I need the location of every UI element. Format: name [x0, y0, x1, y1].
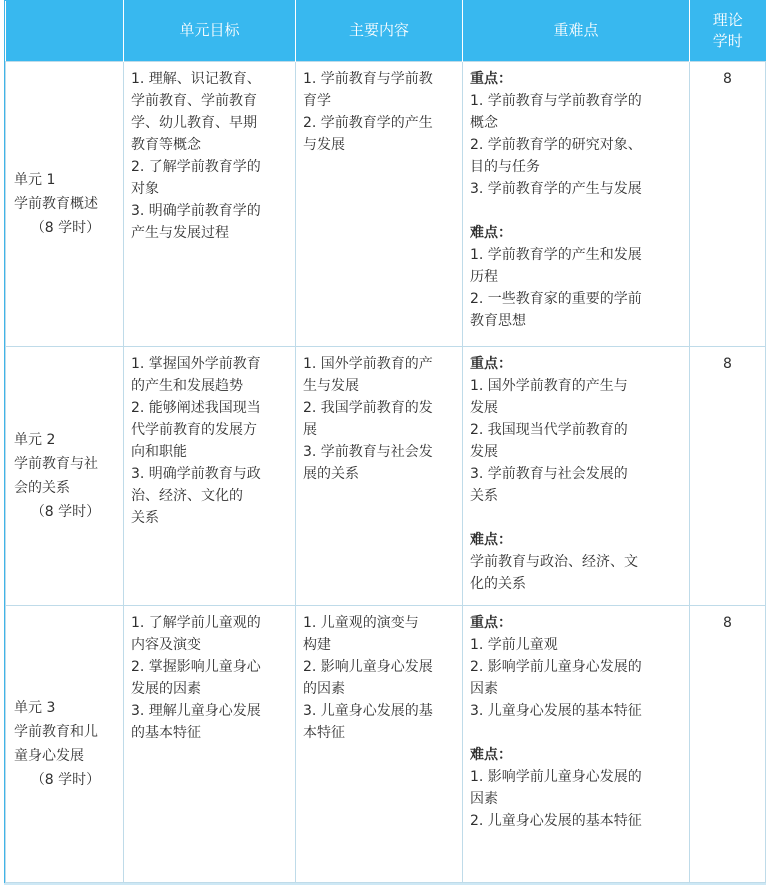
content-line: 1. 儿童观的演变与 [303, 615, 419, 631]
keypoints-cell [463, 606, 690, 883]
header-hours-line-1: 理论 [712, 10, 743, 29]
objective-line: 3. 明确学前教育与政 [131, 466, 261, 482]
objective-line: 3. 理解儿童身心发展 [131, 703, 261, 719]
difficult-point-line: 学前教育与政治、经济、文 [470, 554, 638, 570]
unit-cell [6, 62, 124, 347]
content-line: 构建 [303, 637, 331, 653]
objective-line: 2. 了解学前教育学的 [131, 159, 261, 175]
header-hours [690, 0, 766, 62]
difficult-point-line: 化的关系 [470, 576, 526, 592]
objectives-cell [124, 347, 296, 606]
header-row [6, 0, 766, 62]
unit-label: 单元 2 [14, 432, 56, 448]
content-line: 2. 学前教育学的产生 [303, 115, 433, 131]
objective-line: 学前教育、学前教育 [131, 93, 257, 109]
key-point-line: 2. 我国现当代学前教育的 [470, 422, 628, 438]
content-cell [296, 606, 463, 883]
key-point-line: 关系 [470, 488, 498, 504]
content-line: 展的关系 [303, 466, 359, 482]
objective-line: 产生与发展过程 [131, 225, 229, 241]
header-hours-line-2: 学时 [712, 31, 743, 50]
key-point-line: 因素 [470, 681, 498, 697]
content-line: 3. 儿童身心发展的基 [303, 703, 433, 719]
key-point-line: 1. 学前儿童观 [470, 637, 558, 653]
header-keypoints: 重难点 [463, 0, 690, 62]
keypoints-cell [463, 62, 690, 347]
section-gap [470, 722, 682, 744]
content-line: 育学 [303, 93, 331, 109]
hours-cell: 8 [690, 347, 766, 606]
content-cell [296, 347, 463, 606]
unit-label: 单元 3 [14, 700, 56, 716]
section-gap [470, 507, 682, 529]
content-line: 与发展 [303, 137, 345, 153]
difficult-point-line: 教育思想 [470, 313, 526, 329]
hours-cell: 8 [690, 606, 766, 883]
objective-line: 2. 能够阐述我国现当 [131, 400, 261, 416]
key-point-line: 发展 [470, 400, 498, 416]
unit-title: 学前教育和儿 [14, 724, 98, 740]
objective-line: 的产生和发展趋势 [131, 378, 243, 394]
unit-hours-note: （8 学时） [30, 504, 101, 520]
objective-line: 的基本特征 [131, 725, 201, 741]
content-line: 3. 学前教育与社会发 [303, 444, 433, 460]
difficult-point-line: 因素 [470, 791, 498, 807]
objective-line: 1. 掌握国外学前教育 [131, 356, 261, 372]
objective-line: 1. 了解学前儿童观的 [131, 615, 261, 631]
section-gap [470, 200, 682, 222]
objective-line: 2. 掌握影响儿童身心 [131, 659, 261, 675]
objective-line: 发展的因素 [131, 681, 201, 697]
objective-line: 3. 明确学前教育学的 [131, 203, 261, 219]
content-line: 本特征 [303, 725, 345, 741]
table-row [6, 62, 766, 347]
difficult-points-title: 难点： [470, 225, 512, 241]
unit-title: 童身心发展 [14, 748, 84, 764]
key-point-line: 3. 儿童身心发展的基本特征 [470, 703, 642, 719]
header-objectives: 单元目标 [124, 0, 296, 62]
difficult-point-line: 历程 [470, 269, 498, 285]
unit-cell [6, 606, 124, 883]
key-point-line: 3. 学前教育与社会发展的 [470, 466, 628, 482]
key-point-line: 1. 学前教育与学前教育学的 [470, 93, 642, 109]
content-line: 生与发展 [303, 378, 359, 394]
content-line: 的因素 [303, 681, 345, 697]
content-line: 1. 国外学前教育的产 [303, 356, 433, 372]
hours-cell: 8 [690, 62, 766, 347]
unit-title: 会的关系 [14, 480, 70, 496]
objective-line: 学、幼儿教育、早期 [131, 115, 257, 131]
difficult-point-line: 1. 学前教育学的产生和发展 [470, 247, 642, 263]
difficult-point-line: 1. 影响学前儿童身心发展的 [470, 769, 642, 785]
key-point-line: 发展 [470, 444, 498, 460]
unit-hours-note: （8 学时） [30, 220, 101, 236]
content-cell [296, 62, 463, 347]
content-line: 展 [303, 422, 317, 438]
objective-line: 代学前教育的发展方 [131, 422, 257, 438]
keypoints-cell [463, 347, 690, 606]
difficult-point-line: 2. 儿童身心发展的基本特征 [470, 813, 642, 829]
key-point-line: 2. 影响学前儿童身心发展的 [470, 659, 642, 675]
key-point-line: 1. 国外学前教育的产生与 [470, 378, 628, 394]
key-points-title: 重点： [470, 615, 512, 631]
difficult-points-title: 难点： [470, 532, 512, 548]
unit-title: 学前教育概述 [14, 196, 98, 212]
unit-title: 学前教育与社 [14, 456, 98, 472]
header-content: 主要内容 [296, 0, 463, 62]
objective-line: 内容及演变 [131, 637, 201, 653]
key-point-line: 3. 学前教育学的产生与发展 [470, 181, 642, 197]
content-line: 2. 影响儿童身心发展 [303, 659, 433, 675]
table-row [6, 606, 766, 883]
unit-label: 单元 1 [14, 172, 56, 188]
objectives-cell [124, 62, 296, 347]
syllabus-table [5, 0, 766, 883]
key-point-line: 目的与任务 [470, 159, 540, 175]
objectives-cell [124, 606, 296, 883]
key-points-title: 重点： [470, 356, 512, 372]
key-point-line: 概念 [470, 115, 498, 131]
content-line: 2. 我国学前教育的发 [303, 400, 433, 416]
key-point-line: 2. 学前教育学的研究对象、 [470, 137, 642, 153]
header-unit [6, 0, 124, 62]
difficult-points-title: 难点： [470, 747, 512, 763]
objective-line: 关系 [131, 510, 159, 526]
key-points-title: 重点： [470, 71, 512, 87]
content-line: 1. 学前教育与学前教 [303, 71, 433, 87]
objective-line: 1. 理解、识记教育、 [131, 71, 261, 87]
unit-hours-note: （8 学时） [30, 772, 101, 788]
difficult-point-line: 2. 一些教育家的重要的学前 [470, 291, 642, 307]
objective-line: 治、经济、文化的 [131, 488, 243, 504]
unit-cell [6, 347, 124, 606]
objective-line: 向和职能 [131, 444, 187, 460]
table-row [6, 347, 766, 606]
objective-line: 教育等概念 [131, 137, 201, 153]
objective-line: 对象 [131, 181, 159, 197]
